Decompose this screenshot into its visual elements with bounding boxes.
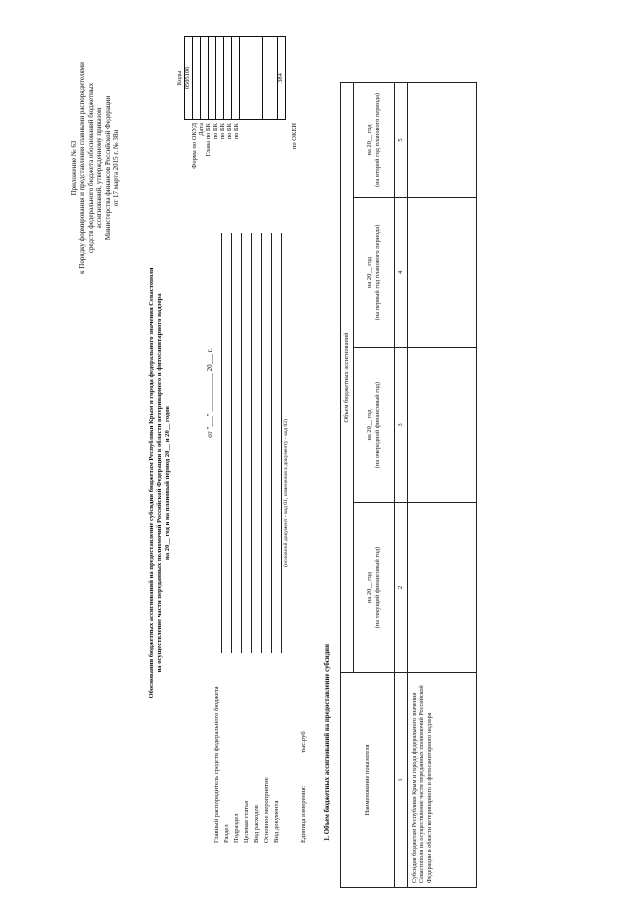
column-header-plan-year-2 [354,82,395,197]
column-number: 2 [395,503,408,673]
code-date [192,37,200,120]
code-empty [240,37,263,120]
header-line: от 17 марта 2015 г. № 38н [111,129,120,207]
field-line-expense-type [261,233,262,653]
column-number: 3 [395,348,408,503]
appendix-number: Приложение № 63 [70,140,78,196]
cell-next-year[interactable] [408,348,477,503]
field-label-subsection: Подраздел [233,813,240,843]
codes-table [177,36,286,120]
cell-plan-year-1[interactable] [408,198,477,348]
column-year: на 20__ год [366,124,374,156]
unit-value: тыс.руб [300,731,307,753]
section-title: 1. Объем бюджетных ассигнований на предоставление субсидии [324,644,331,841]
column-number: 1 [395,673,408,888]
cell-current-year[interactable] [408,503,477,673]
document-title [148,203,172,763]
code-chapter [200,37,208,120]
code-bk [208,37,216,120]
column-year: на 20__ год [366,572,374,603]
code-bk [224,37,232,120]
column-number: 4 [395,198,408,348]
column-year: на 20__ год [366,409,374,441]
field-label-main-manager: Главный распорядитель средств федерального бюджета [213,686,220,843]
regulation-header [70,18,120,318]
field-label-target-article: Целевая статья [243,800,250,843]
column-period: (на текущий финансовый год) [374,546,381,629]
code-label-date: Дата [198,123,205,136]
column-header-name: Наименование показателя [341,673,395,888]
column-header-next-year [354,348,395,503]
code-okud: 0505106 [184,37,192,120]
unit-label: Единица измерения: [300,785,307,843]
code-bk [216,37,224,120]
column-period: (на очередной финансовый год) [374,381,381,469]
title-line: Обоснования бюджетных ассигнований на предоставление субсидии бюджетам Республики Крым и города федерального значения Севастополя [148,267,155,699]
code-okei: 384 [278,37,286,120]
budget-table [340,82,477,888]
field-line-main-manager [221,233,222,653]
field-line-main-activity [271,233,272,653]
code-label-bk: по БК [233,123,240,140]
base-document-note: (основной документ - код 01, изменения к документу - код 02) [283,418,289,568]
field-label-section: Раздел [223,824,230,843]
field-label-expense-type: Вид расходов [253,805,260,843]
header-line: ассигнований, утвержденному приказом [95,107,104,229]
code-empty [263,37,278,120]
field-line-subsection [241,233,242,653]
title-line: на 20__ год и на плановый период 20__ и 20__ годов [163,406,171,560]
document-date: от "___" ___________ 20___ г. [206,348,214,438]
field-line-section [231,233,232,653]
codes-header: Коды [176,70,183,86]
code-label-chapter: Глава по БК [205,123,212,157]
group-header: Объем бюджетных ассигнований [341,82,354,672]
code-label-bk: по БК [212,123,219,140]
column-period: (на второй год планового периода) [374,92,381,188]
code-label-bk: по БК [219,123,226,140]
header-line: Министерства финансов Российской Федерации [103,95,112,241]
column-number: 5 [395,82,408,197]
column-header-plan-year-1 [354,198,395,348]
header-line: к Порядку формирования и представления главными распорядителями [78,62,87,274]
field-label-main-activity: Основное мероприятие [263,777,270,843]
row-name-subsidy: Субсидия бюджетам Республики Крым и города федерального значения Севастополя на осуществление части переданных полномочий Российской Федерации в области ветеринарного и фитосанитарного надзора [408,673,477,888]
code-bk [232,37,240,120]
field-line-target-article [251,233,252,653]
code-label-okei: по ОКЕИ [291,123,298,150]
header-line: средств федерального бюджета обоснований бюджетных [86,82,95,254]
field-line-document-type [281,233,282,653]
cell-plan-year-2[interactable] [408,82,477,197]
code-label-bk: по БК [226,123,233,140]
title-line: на осуществление части переданных полномочий Российской Федерации в области ветеринарного и фитосанитарного надзора [155,293,163,673]
column-header-current-year [354,503,395,673]
column-period: (на первый год планового периода) [374,224,381,321]
code-label-okud: Форма по ОКУД [191,123,198,169]
column-year: на 20__ год [366,257,374,288]
field-label-document-type: Вид документа [273,800,280,843]
rotated-form-sheet [20,13,620,893]
